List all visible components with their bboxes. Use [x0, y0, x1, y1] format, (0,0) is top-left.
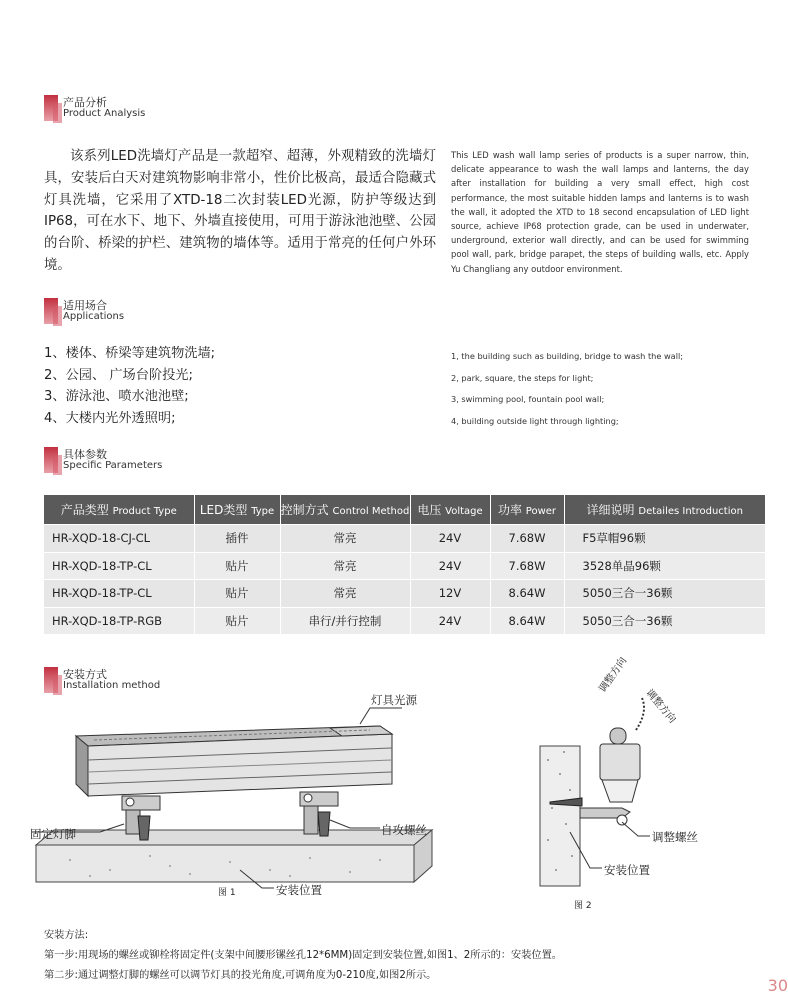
applications-list-zh: [44, 343, 215, 429]
label-light-source: 灯具光源: [371, 693, 417, 707]
section-title-en: Specific Parameters: [63, 460, 163, 471]
label-install-position: 安装位置: [276, 883, 322, 897]
installation-figure-1: [30, 700, 450, 910]
col-header-led-type: LED类型 Type: [194, 495, 280, 525]
params-table: [44, 495, 765, 634]
page-number: 30: [767, 976, 788, 995]
section-title-zh: 适用场合: [63, 299, 107, 312]
col-header-voltage: 电压 Voltage: [410, 495, 490, 525]
list-item: 2, park, square, the steps for light;: [451, 372, 594, 383]
label-install-position-2: 安装位置: [604, 863, 650, 877]
table-row: HR-XQD-18-CJ-CL 插件 常亮 24V 7.68W F5草帽96颗: [44, 525, 765, 553]
section-title-zh: 产品分析: [63, 96, 107, 109]
col-header-details: 详细说明 Detailes Introduction: [564, 495, 765, 525]
section-title-en: Product Analysis: [63, 108, 146, 119]
label-screw: 自攻螺丝: [381, 823, 427, 837]
table-row: HR-XQD-18-TP-RGB 贴片 串行/并行控制 24V 8.64W 5050三合一36颗: [44, 607, 765, 634]
label-adjust-direction-2: 调整方向: [643, 687, 678, 726]
list-item: 3、游泳池、喷水池池壁;: [44, 389, 189, 405]
table-header-row: [44, 495, 765, 525]
installation-steps: [44, 926, 562, 986]
list-item: 1, the building such as building, bridge to wash the wall;: [451, 351, 684, 361]
analysis-text-en: This LED wash wall lamp series of products is a super narrow, thin, delicate appearance to wash the wall lamps and lanterns, the day after installation for building a very small effect, high cost performance, the most suitable hidden lamps and lanterns is to wash the wall, it adopted the XTD to 18 second encapsulation of LED light source, achieve IP68 protection grade, can be used in underwater, underground, exterior wall directly, and can be used for swimming pool wall, park, bridge parapet, the steps of building walls, etc. Apply Yu Changliang any outdoor environment.: [451, 150, 749, 274]
step-2: 第二步:通过调整灯脚的螺丝可以调节灯具的投光角度,可调角度为0-210度,如图2所示。: [44, 970, 437, 981]
list-item: 3, swimming pool, fountain pool wall;: [451, 394, 605, 405]
label-adjust-direction-1: 调整方向: [597, 655, 630, 695]
steps-title: 安装方法:: [44, 930, 89, 941]
section-title-zh: 具体参数: [63, 448, 107, 461]
list-item: 2、公园、 广场台阶投光;: [44, 367, 193, 383]
label-adjust-screw: 调整螺丝: [652, 830, 698, 844]
list-item: 1、楼体、桥梁等建筑物洗墙;: [44, 346, 216, 361]
section-title-en: Installation method: [63, 680, 161, 691]
analysis-text-zh: 该系列LED洗墙灯产品是一款超窄、超薄，外观精致的洗墙灯具，安装后白天对建筑物影响非常小，性价比极高，最适合隐藏式灯具洗墙，它采用了XTD-18二次封装LED光源，防护等级达到IP68，可在水下、地下、外墙直接使用，可用于游泳池池壁、公园的台阶、桥梁的护栏、建筑物的墙体等。适用于常亮的任何户外环境。: [44, 149, 436, 273]
list-item: 4, building outside light through lighting;: [451, 415, 619, 426]
table-row: HR-XQD-18-TP-CL 贴片 常亮 12V 8.64W 5050三合一36颗: [44, 580, 765, 608]
figure-1-caption: 图 1: [218, 888, 236, 898]
section-title-en: Applications: [63, 311, 125, 322]
list-item: 4、大楼内光外透照明;: [44, 410, 176, 426]
step-1: 第一步:用现场的螺丝或铆栓将固定件(支架中间腰形镙丝孔12*6MM)固定到安装位置,如图1、2所示的：安装位置。: [44, 950, 562, 961]
col-header-control: 控制方式 Control Method: [280, 495, 410, 525]
section-title-zh: 安装方式: [63, 668, 107, 681]
col-header-power: 功率 Power: [490, 495, 564, 525]
label-fixed-foot: 固定灯脚: [30, 827, 76, 841]
col-header-product-type: 产品类型 Product Type: [44, 495, 194, 525]
figure-2-caption: 图 2: [574, 901, 592, 911]
applications-list-en: [451, 346, 683, 432]
table-row: HR-XQD-18-TP-CL 贴片 常亮 24V 7.68W 3528单晶96颗: [44, 552, 765, 580]
